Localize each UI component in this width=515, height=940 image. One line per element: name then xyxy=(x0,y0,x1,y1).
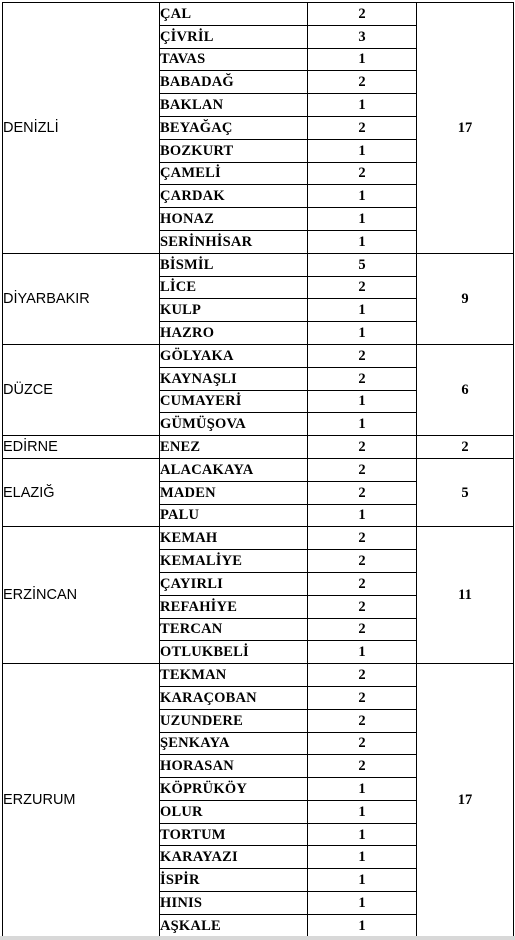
district-count-cell: 1 xyxy=(308,869,417,892)
district-count-cell: 1 xyxy=(308,914,417,937)
district-count-cell: 2 xyxy=(308,344,417,367)
province-total-cell: 11 xyxy=(417,527,514,664)
district-count-cell: 1 xyxy=(308,800,417,823)
district-table xyxy=(2,2,514,938)
district-count-cell: 5 xyxy=(308,253,417,276)
district-name-cell: KARAÇOBAN xyxy=(160,686,308,709)
district-count-cell: 2 xyxy=(308,550,417,573)
district-name-cell: OLUR xyxy=(160,800,308,823)
district-count-cell: 1 xyxy=(308,48,417,71)
district-count-cell: 2 xyxy=(308,458,417,481)
district-count-cell: 1 xyxy=(308,413,417,436)
district-count-cell: 1 xyxy=(308,322,417,345)
district-name-cell: TAVAS xyxy=(160,48,308,71)
district-count-cell: 2 xyxy=(308,116,417,139)
province-total-cell: 17 xyxy=(417,664,514,938)
district-count-cell: 2 xyxy=(308,481,417,504)
district-count-cell: 1 xyxy=(308,892,417,915)
district-name-cell: UZUNDERE xyxy=(160,709,308,732)
district-name-cell: REFAHİYE xyxy=(160,595,308,618)
table-row xyxy=(3,527,514,550)
district-count-cell: 3 xyxy=(308,25,417,48)
district-count-cell: 1 xyxy=(308,641,417,664)
district-name-cell: BAKLAN xyxy=(160,94,308,117)
province-name-cell: ERZİNCAN xyxy=(3,527,160,664)
district-count-cell: 2 xyxy=(308,709,417,732)
table-row xyxy=(3,253,514,276)
district-name-cell: GÖLYAKA xyxy=(160,344,308,367)
district-count-cell: 2 xyxy=(308,162,417,185)
district-name-cell: TERCAN xyxy=(160,618,308,641)
district-count-cell: 2 xyxy=(308,755,417,778)
province-name-cell: DÜZCE xyxy=(3,344,160,435)
district-count-cell: 1 xyxy=(308,390,417,413)
district-count-cell: 1 xyxy=(308,846,417,869)
district-count-cell: 2 xyxy=(308,527,417,550)
district-name-cell: ÇARDAK xyxy=(160,185,308,208)
district-count-cell: 1 xyxy=(308,823,417,846)
district-name-cell: KEMAH xyxy=(160,527,308,550)
district-name-cell: BABADAĞ xyxy=(160,71,308,94)
table-row xyxy=(3,344,514,367)
district-name-cell: AŞKALE xyxy=(160,914,308,937)
district-name-cell: HINIS xyxy=(160,892,308,915)
district-count-cell: 2 xyxy=(308,367,417,390)
district-count-cell: 1 xyxy=(308,230,417,253)
district-name-cell: MADEN xyxy=(160,481,308,504)
district-name-cell: ÇAMELİ xyxy=(160,162,308,185)
district-name-cell: BOZKURT xyxy=(160,139,308,162)
district-name-cell: HONAZ xyxy=(160,208,308,231)
district-name-cell: TEKMAN xyxy=(160,664,308,687)
district-name-cell: ENEZ xyxy=(160,436,308,459)
district-name-cell: ÇİVRİL xyxy=(160,25,308,48)
district-name-cell: ŞENKAYA xyxy=(160,732,308,755)
table-row xyxy=(3,436,514,459)
district-count-cell: 1 xyxy=(308,185,417,208)
district-count-cell: 2 xyxy=(308,732,417,755)
province-total-cell: 5 xyxy=(417,458,514,526)
province-name-cell: ERZURUM xyxy=(3,664,160,938)
district-name-cell: PALU xyxy=(160,504,308,527)
district-count-cell: 2 xyxy=(308,436,417,459)
district-name-cell: BİSMİL xyxy=(160,253,308,276)
district-name-cell: ALACAKAYA xyxy=(160,458,308,481)
district-count-cell: 2 xyxy=(308,664,417,687)
district-name-cell: ÇAL xyxy=(160,3,308,26)
province-name-cell: DİYARBAKIR xyxy=(3,253,160,344)
table-row xyxy=(3,664,514,687)
table-row xyxy=(3,458,514,481)
district-name-cell: HORASAN xyxy=(160,755,308,778)
district-count-cell: 1 xyxy=(308,208,417,231)
district-count-cell: 1 xyxy=(308,778,417,801)
district-count-cell: 2 xyxy=(308,572,417,595)
province-total-cell: 17 xyxy=(417,3,514,254)
district-name-cell: KARAYAZI xyxy=(160,846,308,869)
district-name-cell: CUMAYERİ xyxy=(160,390,308,413)
province-name-cell: ELAZIĞ xyxy=(3,458,160,526)
district-name-cell: İSPİR xyxy=(160,869,308,892)
district-count-cell: 2 xyxy=(308,276,417,299)
district-count-cell: 1 xyxy=(308,94,417,117)
page-bottom-edge xyxy=(0,936,515,940)
province-total-cell: 6 xyxy=(417,344,514,435)
district-name-cell: SERİNHİSAR xyxy=(160,230,308,253)
district-name-cell: KAYNAŞLI xyxy=(160,367,308,390)
district-count-cell: 2 xyxy=(308,595,417,618)
district-name-cell: TORTUM xyxy=(160,823,308,846)
district-name-cell: GÜMÜŞOVA xyxy=(160,413,308,436)
district-count-cell: 1 xyxy=(308,504,417,527)
table-body xyxy=(3,3,514,938)
district-name-cell: KÖPRÜKÖY xyxy=(160,778,308,801)
district-name-cell: BEYAĞAÇ xyxy=(160,116,308,139)
district-name-cell: KULP xyxy=(160,299,308,322)
district-count-cell: 2 xyxy=(308,686,417,709)
district-count-cell: 1 xyxy=(308,139,417,162)
province-name-cell: EDİRNE xyxy=(3,436,160,459)
district-name-cell: LİCE xyxy=(160,276,308,299)
district-name-cell: ÇAYIRLI xyxy=(160,572,308,595)
district-name-cell: KEMALİYE xyxy=(160,550,308,573)
district-name-cell: HAZRO xyxy=(160,322,308,345)
province-total-cell: 2 xyxy=(417,436,514,459)
province-name-cell: DENİZLİ xyxy=(3,3,160,254)
district-name-cell: OTLUKBELİ xyxy=(160,641,308,664)
district-count-cell: 2 xyxy=(308,618,417,641)
district-count-cell: 2 xyxy=(308,3,417,26)
province-total-cell: 9 xyxy=(417,253,514,344)
district-count-cell: 1 xyxy=(308,299,417,322)
table-row xyxy=(3,3,514,26)
district-count-cell: 2 xyxy=(308,71,417,94)
